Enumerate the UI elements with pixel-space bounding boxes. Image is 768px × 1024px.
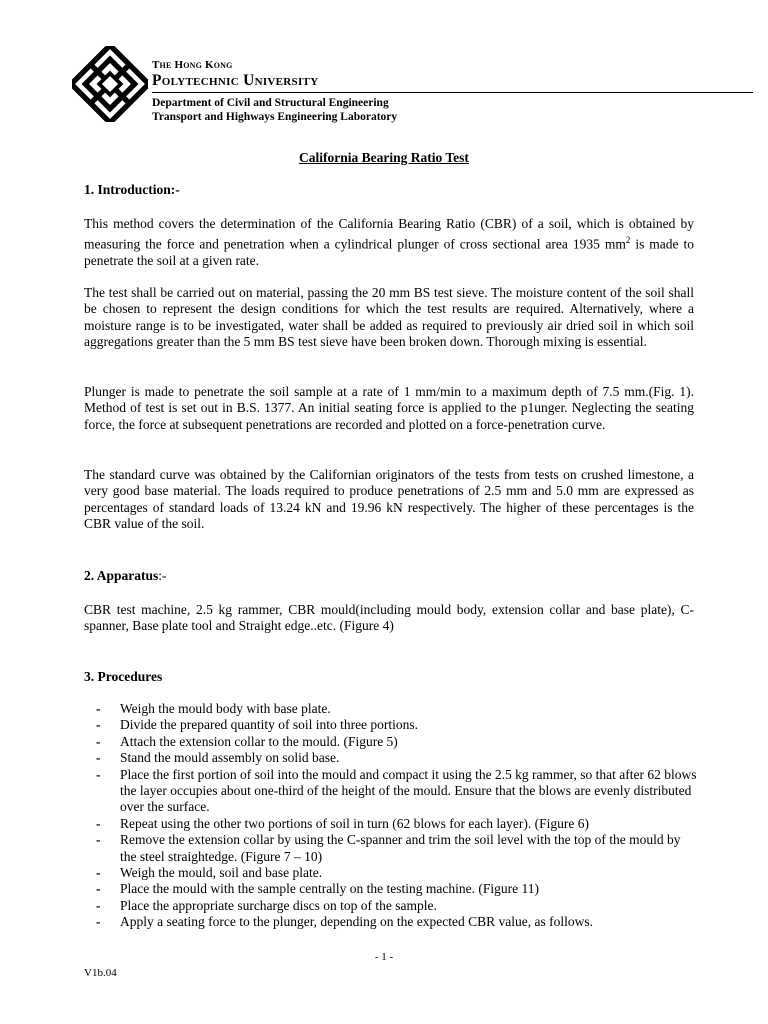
document-title: California Bearing Ratio Test (299, 150, 469, 165)
bullet: - (96, 815, 101, 831)
list-item-text: Place the first portion of soil into the mould and compact it using the 2.5 kg rammer, so that after 62 blows the layer occupies about one-third of the height of the mould. Ensure that the blows are evenly distributed over the surface. (120, 766, 697, 815)
list-item-text: Stand the mould assembly on solid base. (120, 750, 340, 766)
list-item-text: Attach the extension collar to the mould. (Figure 5) (120, 733, 398, 749)
intro-heading: 1. Introduction:- (84, 182, 180, 197)
apparatus-heading-label: 2. Apparatus (84, 568, 159, 583)
laboratory-line: Transport and Highways Engineering Laboratory (152, 111, 398, 123)
list-item-text: Place the mould with the sample centrally on the testing machine. (Figure 11) (120, 881, 540, 897)
apparatus-heading-suffix: :- (158, 568, 167, 583)
intro-p1-text: This method covers the determination of the California Bearing Ratio (CBR) of a soil, which is obtained by measuring the force and penetration when a cylindrical plunger of cross sectional area 1935 mm (84, 216, 694, 252)
list-item-text: Remove the extension collar by using the C-spanner and trim the soil level with the top of the mould by the steel straightedge. (Figure 7 – 10) (120, 832, 681, 864)
version-label: V1b.04 (84, 967, 117, 979)
intro-p1-text-end: is made to penetrate the soil at a given rate. (84, 236, 694, 269)
polyu-logo-icon (72, 46, 148, 122)
list-item-text: Repeat using the other two portions of soil in turn (62 blows for each layer). (Figure 6) (120, 815, 590, 831)
superscript: 2 (625, 235, 631, 246)
apparatus-paragraph: CBR test machine, 2.5 kg rammer, CBR mould(including mould body, extension collar and base plate), C-spanner, Base plate tool and Straight edge..etc. (Figure 4) (84, 602, 694, 634)
list-item-text: Place the appropriate surcharge discs on top of the sample. (120, 897, 437, 913)
bullet: - (96, 717, 101, 733)
procedures-heading: 3. Procedures (84, 669, 163, 684)
bullet: - (96, 766, 101, 782)
bullet: - (96, 897, 101, 913)
list-item (84, 832, 698, 865)
procedures-list (84, 701, 698, 931)
list-item-text: Weigh the mould, soil and base plate. (120, 865, 323, 881)
apparatus-heading (84, 568, 167, 584)
university-name: Polytechnic University (152, 72, 319, 89)
intro-paragraph-3: Plunger is made to penetrate the soil sample at a rate of 1 mm/min to a maximum depth of 7.5 mm.(Fig. 1). Method of test is set out in B.S. 1377. An initial seating force is applied to the p1unger. Neglecting the seating force, the force at subsequent penetrations are recorded and plotted on a force-penetration curve. (84, 384, 694, 432)
university-name-small: The Hong Kong (152, 59, 233, 71)
bullet: - (96, 881, 101, 897)
bullet: - (96, 914, 101, 930)
list-item (84, 914, 698, 930)
bullet: - (96, 750, 101, 766)
list-item (84, 750, 698, 766)
list-item (84, 701, 698, 717)
bullet: - (96, 865, 101, 881)
bullet: - (96, 733, 101, 749)
list-item (84, 816, 698, 832)
bullet: - (96, 832, 101, 848)
list-item-text: Divide the prepared quantity of soil into three portions. (120, 717, 419, 733)
list-item (84, 898, 698, 914)
department-block (152, 96, 397, 124)
list-item (84, 881, 698, 897)
bullet: - (96, 701, 101, 716)
intro-paragraph-2: The test shall be carried out on material, passing the 20 mm BS test sieve. The moisture content of the soil shall be chosen to represent the design conditions for which the test results are required. Alternatively, where a moisture range is to be investigated, water shall be added as required to previously air dried soil in which soil aggregations greater than the 5 mm BS test sieve have been broken down. Thorough mixing is essential. (84, 285, 694, 350)
intro-paragraph-4: The standard curve was obtained by the Californian originators of the tests from tests on crushed limestone, a very good base material. The loads required to produce penetrations of 2.5 mm and 5.0 mm are expressed as percentages of standard loads of 13.24 kN and 19.96 kN respectively. The higher of these percentages is the CBR value of the soil. (84, 467, 694, 532)
list-item (84, 717, 698, 733)
list-item-text: Weigh the mould body with base plate. (120, 701, 331, 716)
intro-paragraph-1 (84, 216, 694, 270)
header-rule (152, 92, 753, 93)
list-item (84, 767, 698, 816)
list-item-text: Apply a seating force to the plunger, depending on the expected CBR value, as follows. (120, 914, 593, 930)
list-item (84, 734, 698, 750)
page-number: - 1 - (374, 951, 394, 963)
list-item (84, 865, 698, 881)
department-line: Department of Civil and Structural Engineering (152, 97, 389, 109)
